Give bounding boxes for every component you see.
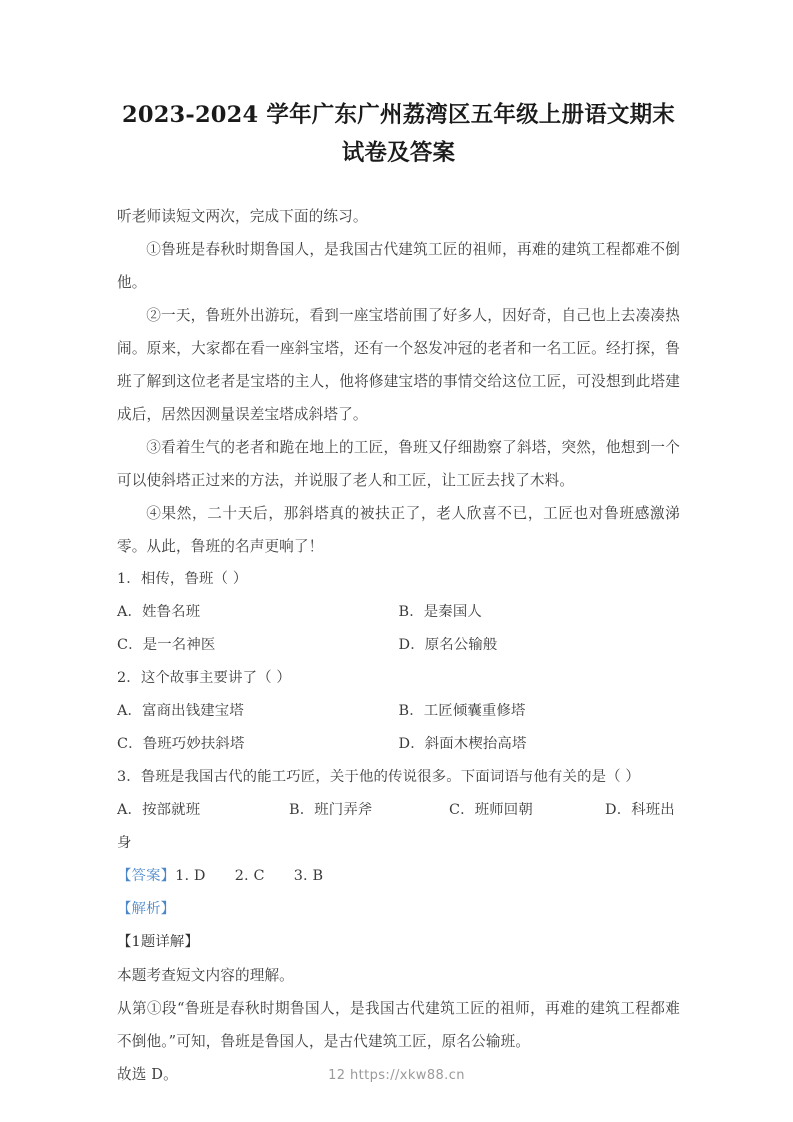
question-3-option-row bbox=[117, 794, 680, 827]
question-1-option-d[interactable]: D．原名公输般 bbox=[398, 637, 498, 653]
answer-tag: 【答案】 bbox=[117, 868, 176, 884]
question-1-option-row-top bbox=[117, 596, 680, 629]
question-3-option-b[interactable]: B．班门弄斧 bbox=[289, 802, 373, 818]
question-1-option-a[interactable]: A．姓鲁名班 bbox=[117, 604, 201, 620]
analysis-line bbox=[117, 893, 680, 926]
question-3-option-c[interactable]: C．班师回朝 bbox=[449, 802, 533, 818]
question-2-option-d[interactable]: D．斜面木楔抬高塔 bbox=[398, 736, 527, 752]
passage-instruction: 听老师读短文两次，完成下面的练习。 bbox=[117, 208, 368, 225]
question-3-option-d-wrapped-tail: 身 bbox=[117, 835, 132, 851]
question-2-option-row-bottom bbox=[117, 728, 680, 761]
passage-paragraph-4: ④果然，二十天后，那斜塔真的被扶正了，老人欣喜不已，工匠也对鲁班感激涕零。从此，鲁班的名声更响了！ bbox=[117, 505, 680, 555]
question-3-option-a[interactable]: A．按部就班 bbox=[117, 802, 201, 818]
question-1-stem: 1．相传，鲁班（ ） bbox=[117, 571, 248, 587]
answer-line bbox=[117, 860, 680, 893]
passage-paragraph-1: ①鲁班是春秋时期鲁国人，是我国古代建筑工匠的祖师，再难的建筑工程都难不倒他。 bbox=[117, 241, 680, 291]
analysis-tag: 【解析】 bbox=[117, 901, 176, 917]
document-content bbox=[117, 96, 680, 1091]
page-title: 2023-2024 学年广东广州荔湾区五年级上册语文期末试卷及答案 bbox=[121, 102, 676, 166]
question-1-option-row-bottom bbox=[117, 629, 680, 662]
question-2-option-a[interactable]: A．富商出钱建宝塔 bbox=[117, 703, 244, 719]
question-2-stem: 2．这个故事主要讲了（ ） bbox=[117, 670, 291, 686]
footer-watermark: 12 https://xkw88.cn bbox=[328, 1068, 465, 1083]
detail-heading-1: 【1题详解】 bbox=[117, 934, 200, 950]
question-1-option-c[interactable]: C．是一名神医 bbox=[117, 637, 216, 653]
question-2-option-row-top bbox=[117, 695, 680, 728]
question-3-option-d[interactable]: D．科班出 bbox=[605, 802, 675, 818]
detail-paragraph-2: 从第①段“鲁班是春秋时期鲁国人，是我国古代建筑工匠的祖师，再难的建筑工程都难不倒他。”可知，鲁班是鲁国人，是古代建筑工匠，原名公输班。 bbox=[117, 1000, 680, 1050]
question-2-option-c[interactable]: C．鲁班巧妙扶斜塔 bbox=[117, 736, 245, 752]
question-1-option-b[interactable]: B．是秦国人 bbox=[398, 604, 482, 620]
question-3-stem: 3．鲁班是我国古代的能工巧匠，关于他的传说很多。下面词语与他有关的是（ ） bbox=[117, 769, 640, 785]
detail-paragraph-3: 故选 D。 bbox=[117, 1066, 178, 1083]
answer-values: 1. D 2. C 3. B bbox=[175, 868, 324, 884]
passage-paragraph-2: ②一天，鲁班外出游玩，看到一座宝塔前围了好多人，因好奇，自己也上去凑凑热闹。原来，大家都在看一座斜宝塔，还有一个怒发冲冠的老者和一名工匠。经打探，鲁班了解到这位老者是宝塔的主人，他将修建宝塔的事情交给这位工匠，可没想到此塔建成后，居然因测量误差宝塔成斜塔了。 bbox=[117, 307, 680, 423]
detail-paragraph-1: 本题考查短文内容的理解。 bbox=[117, 967, 294, 984]
question-2-option-b[interactable]: B．工匠倾囊重修塔 bbox=[398, 703, 526, 719]
passage-paragraph-3: ③看着生气的老者和跪在地上的工匠，鲁班又仔细勘察了斜塔，突然，他想到一个可以使斜塔正过来的方法，并说服了老人和工匠，让工匠去找了木料。 bbox=[117, 439, 680, 489]
